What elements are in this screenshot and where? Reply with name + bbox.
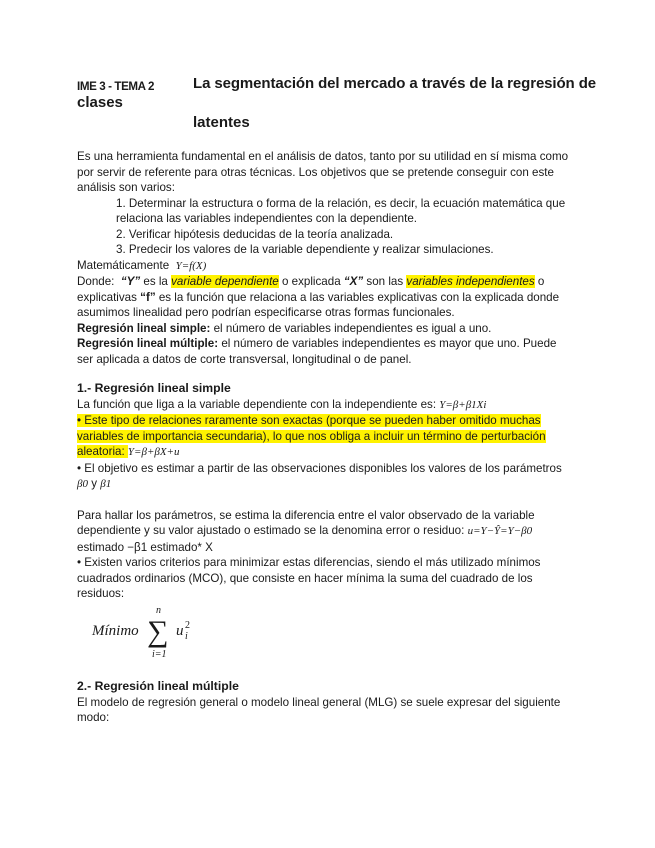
summation-icon: ∑: [147, 615, 169, 648]
objective-item: 2. Verificar hipótesis deducidas de la teoría analizada.: [116, 227, 394, 241]
math-line: [77, 258, 575, 275]
function-line: [77, 397, 575, 414]
math-formula: Y=f(X): [175, 259, 207, 272]
residual-continuation: estimado −β1 estimado* X: [77, 540, 213, 554]
objective-item: 3. Predecir los valores de la variable dependiente y realizar simulaciones.: [116, 243, 494, 256]
definition-term: Regresión lineal simple:: [77, 321, 211, 335]
objective-item: 1. Determinar la estructura o forma de la relación, es decir, la ecuación matemática que relaciona las variables independientes con la dependiente.: [116, 196, 566, 225]
section-2: [77, 679, 575, 726]
section-1-heading: 1.- Regresión lineal simple: [77, 381, 231, 395]
section-2-text: El modelo de regresión general o modelo lineal general (MLG) se suele expresar del siguiente modo:: [77, 695, 561, 724]
math-label: Matemáticamente: [77, 258, 170, 272]
x-symbol: “X”: [343, 275, 364, 288]
donde-label: Donde:: [77, 275, 115, 288]
text-fragment: son las: [363, 275, 407, 288]
definition-text: el número de variables independientes es mayor que uno. Puede ser aplicada a datos de corte transversal, longitudinal o de panel.: [77, 337, 557, 366]
spacer: [77, 493, 575, 508]
text-fragment: y: [87, 477, 101, 490]
y-symbol: “Y”: [120, 275, 141, 288]
sum-term: u: [176, 623, 184, 639]
perturbation-formula: Y=β+βX+u: [127, 446, 180, 458]
function-formula: Y=β+β1Xi: [439, 398, 487, 411]
document-title: La segmentación del mercado a través de la regresión de: [193, 75, 596, 92]
beta1-symbol: β1: [100, 478, 112, 490]
residual-paragraph: [77, 508, 575, 540]
f-symbol: “f”: [140, 290, 156, 304]
document-title-continuation: clases: [77, 94, 123, 111]
text-fragment: La función que liga a la variable dependiente con la independiente es:: [77, 397, 440, 411]
intro-section: [77, 149, 575, 367]
bullet-mco: • Existen varios criterios para minimizar estas diferencias, siendo el más utilizado mínimos cuadrados ordinarios (MCO), que consiste en hacer mínima la suma del cuadrado de los residuos:: [77, 556, 541, 600]
definition-text: el número de variables independientes es igual a uno.: [210, 321, 492, 335]
text-fragment: Para hallar los parámetros, se estima la diferencia entre el valor observado de la variable dependiente y su valor ajustado o estimado se la denomina error o residuo:: [77, 508, 535, 537]
text-fragment: o explicativas: [77, 275, 545, 304]
bullet-perturbation: [77, 413, 575, 461]
text-fragment: • El objetivo es estimar a partir de las observaciones disponibles los valores de los parámetros: [77, 461, 562, 475]
definition-simple: [77, 321, 575, 337]
text-fragment: o explicada: [278, 275, 344, 288]
donde-paragraph: [77, 274, 575, 321]
section-2-heading: 2.- Regresión lineal múltiple: [77, 679, 239, 693]
highlight-variables-independientes: variables independientes: [406, 275, 535, 288]
sum-superscript: 2: [185, 620, 190, 631]
course-code: IME 3 - TEMA 2: [77, 80, 155, 93]
minimo-formula: [90, 603, 220, 661]
highlighted-text: • Este tipo de relaciones raramente son exactas (porque se pueden haber omitido muchas variables de importancia secundaria), lo que nos obliga a incluir un término de perturbación aleatoria:: [77, 414, 546, 458]
highlight-variable-dependiente: variable dependiente: [171, 275, 279, 288]
document-title-end: latentes: [193, 114, 250, 131]
beta0-symbol: β0: [77, 478, 88, 490]
sum-subscript: i: [185, 631, 188, 642]
definition-term: Regresión lineal múltiple:: [77, 337, 219, 350]
text-fragment: es la: [140, 275, 172, 288]
sum-upper-limit: n: [156, 605, 161, 616]
intro-paragraph: Es una herramienta fundamental en el análisis de datos, tanto por su utilidad en sí misma como por servir de referente para otras técnicas. Los objetivos que se pretende conseguir con este análisis son varios:: [77, 150, 569, 194]
residual-formula: u=Y−Ŷ=Y−β0: [467, 525, 533, 537]
text-fragment: es la función que relaciona a las variables explicativas con la explicada donde asumimos linealidad pero podrían especificarse otras formas funcionales.: [77, 290, 560, 319]
bullet-objective: [77, 461, 575, 493]
minimo-word: Mínimo: [92, 623, 139, 639]
section-1: [77, 381, 575, 602]
definition-multiple: [77, 336, 575, 367]
sum-lower-limit: i=1: [152, 649, 167, 660]
